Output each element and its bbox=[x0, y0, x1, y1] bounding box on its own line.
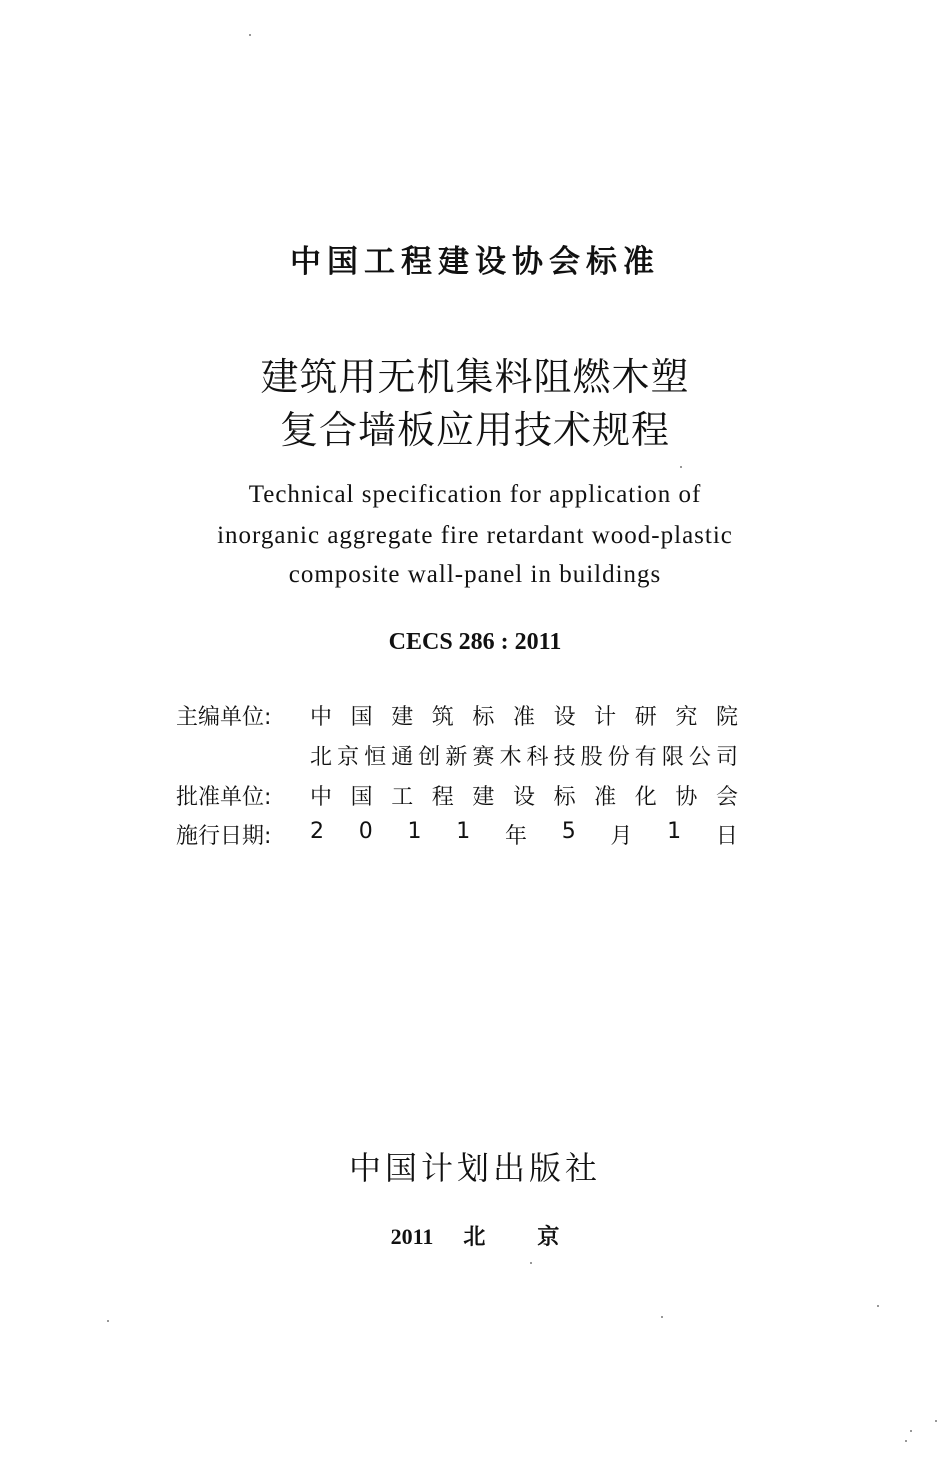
publication-line bbox=[0, 1220, 950, 1251]
date-part: 日 bbox=[715, 824, 738, 849]
english-title-line-3: composite wall-panel in buildings bbox=[288, 561, 662, 588]
approval-unit-label: 批准单位: bbox=[176, 785, 272, 810]
english-title-line-2: inorganic aggregate fire retardant wood-plastic bbox=[217, 522, 733, 549]
spaced-character: 设 bbox=[553, 705, 576, 730]
spaced-character: 院 bbox=[715, 705, 738, 730]
date-part: 0 bbox=[358, 819, 373, 844]
spaced-character: 准 bbox=[594, 785, 617, 810]
spaced-character: 计 bbox=[594, 705, 617, 730]
spaced-character: 国 bbox=[350, 705, 373, 730]
scan-speck bbox=[680, 466, 682, 468]
approval-unit bbox=[310, 780, 738, 811]
spaced-character: 中 bbox=[310, 785, 333, 810]
publication-year: 2011 bbox=[390, 1224, 434, 1249]
organization-standard-heading: 中国工程建设协会标准 bbox=[290, 244, 660, 280]
spaced-character: 研 bbox=[634, 705, 657, 730]
spaced-character: 建 bbox=[391, 705, 414, 730]
publication-city: 北京 bbox=[463, 1225, 612, 1250]
scan-speck bbox=[877, 1305, 879, 1307]
spaced-character: 化 bbox=[634, 785, 657, 810]
spaced-character: 建 bbox=[472, 785, 495, 810]
chief-editor-label: 主编单位: bbox=[176, 705, 272, 730]
spaced-character: 设 bbox=[512, 785, 535, 810]
effective-date-label: 施行日期: bbox=[176, 824, 272, 849]
date-part: 1 bbox=[667, 819, 682, 844]
date-part: 2 bbox=[310, 819, 324, 844]
scan-speck bbox=[530, 1262, 532, 1264]
spaced-character: 协 bbox=[675, 785, 698, 810]
date-part: 月 bbox=[610, 824, 633, 849]
spaced-character: 程 bbox=[431, 785, 454, 810]
effective-date bbox=[310, 819, 738, 850]
main-title-line-1: 建筑用无机集料阻燃木塑 bbox=[260, 355, 690, 399]
scan-speck bbox=[661, 1316, 663, 1318]
chief-editor-unit-2: 北京恒通创新赛木科技股份有限公司 bbox=[310, 745, 738, 770]
spaced-character: 究 bbox=[675, 705, 698, 730]
english-title-line-1: Technical specification for application of bbox=[248, 481, 702, 508]
date-part: 1 bbox=[407, 819, 422, 844]
date-part: 年 bbox=[504, 824, 527, 849]
spaced-character: 国 bbox=[350, 785, 373, 810]
scan-speck bbox=[910, 1430, 912, 1432]
standard-code: CECS 286 : 2011 bbox=[388, 629, 562, 655]
spaced-character: 标 bbox=[553, 785, 576, 810]
scan-speck bbox=[935, 1420, 937, 1422]
date-part: 1 bbox=[456, 819, 471, 844]
publisher-name: 中国计划出版社 bbox=[348, 1149, 601, 1187]
scan-speck bbox=[107, 1320, 109, 1322]
spaced-character: 会 bbox=[715, 785, 738, 810]
scan-speck bbox=[249, 34, 251, 36]
spaced-character: 准 bbox=[512, 705, 535, 730]
chief-editor-unit-1 bbox=[310, 700, 738, 731]
spaced-character: 标 bbox=[472, 705, 495, 730]
scan-speck bbox=[905, 1440, 907, 1442]
spaced-character: 工 bbox=[391, 785, 414, 810]
main-title-line-2: 复合墙板应用技术规程 bbox=[279, 408, 670, 452]
date-part: 5 bbox=[561, 819, 576, 844]
spaced-character: 中 bbox=[310, 705, 333, 730]
spaced-character: 筑 bbox=[431, 705, 454, 730]
